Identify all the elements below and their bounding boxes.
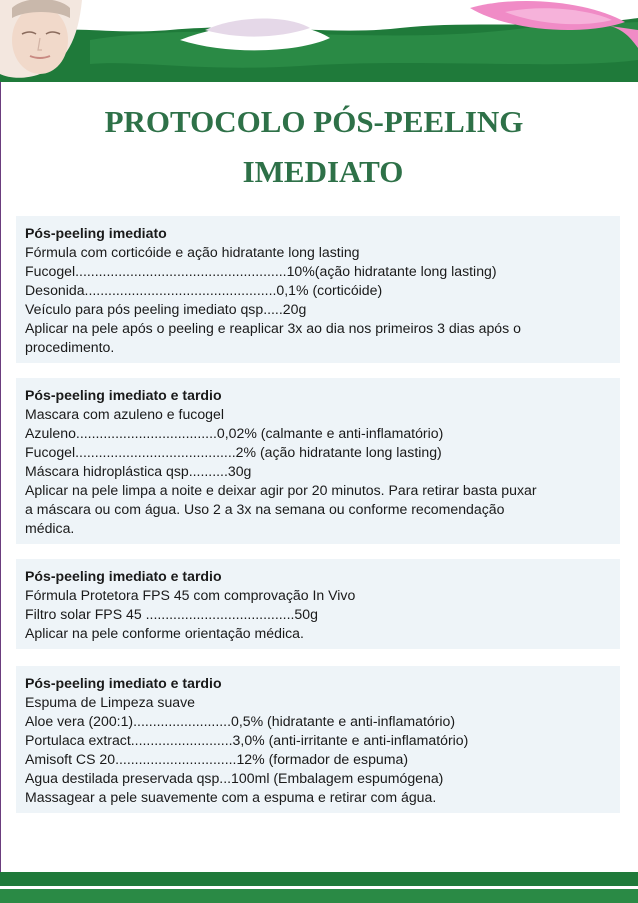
card-heading: Pós-peeling imediato e tardio bbox=[25, 568, 222, 584]
card-heading: Pós-peeling imediato e tardio bbox=[25, 675, 222, 691]
card-line: Filtro solar FPS 45 ......................................50g bbox=[25, 606, 318, 622]
card-line: Espuma de Limpeza suave bbox=[25, 694, 196, 710]
page-title-line-1: PROTOCOLO PÓS-PEELING bbox=[104, 104, 524, 139]
card-heading: Pós-peeling imediato e tardio bbox=[25, 387, 222, 403]
card-line: Desonida.................................................0,1% (corticóide) bbox=[25, 282, 383, 298]
card-line: Aplicar na pele limpa a noite e deixar agir por 20 minutos. Para retirar basta puxar bbox=[25, 482, 537, 498]
card-line: Azuleno....................................0,02% (calmante e anti-inflamatório) bbox=[25, 425, 444, 441]
formula-card-4 bbox=[16, 666, 620, 813]
card-line: Fucogel......................................................10%(ação hidratante long lasting) bbox=[25, 263, 497, 279]
card-line: Massagear a pele suavemente com a espuma e retirar com água. bbox=[25, 789, 437, 805]
card-line: Aplicar na pele após o peeling e reaplicar 3x ao dia nos primeiros 3 dias após o bbox=[25, 320, 521, 336]
page-title bbox=[0, 97, 638, 197]
card-line: Fórmula com corticóide e ação hidratante long lasting bbox=[25, 244, 360, 260]
card-line: Amisoft CS 20...............................12% (formador de espuma) bbox=[25, 751, 409, 767]
formula-card-1 bbox=[16, 216, 620, 363]
page-title-line-2: IMEDIATO bbox=[242, 154, 404, 189]
card-line: Mascara com azuleno e fucogel bbox=[25, 406, 224, 422]
card-line: Veículo para pós peeling imediato qsp.....20g bbox=[25, 301, 307, 317]
card-line: Aloe vera (200:1).........................0,5% (hidratante e anti-inflamatório) bbox=[25, 713, 456, 729]
formula-card-2 bbox=[16, 378, 620, 544]
card-line: a máscara ou com água. Uso 2 a 3x na semana ou conforme recomendação bbox=[25, 501, 505, 517]
card-line: médica. bbox=[25, 520, 75, 536]
card-line: Fórmula Protetora FPS 45 com comprovação In Vivo bbox=[25, 587, 356, 603]
card-line: Agua destilada preservada qsp...100ml (Embalagem espumógena) bbox=[25, 770, 444, 786]
card-line: Portulaca extract..........................3,0% (anti-irritante e anti-inflamatório) bbox=[25, 732, 469, 748]
card-line: Máscara hidroplástica qsp..........30g bbox=[25, 463, 252, 479]
card-line: procedimento. bbox=[25, 339, 115, 355]
card-heading: Pós-peeling imediato bbox=[25, 225, 167, 241]
card-line: Fucogel.........................................2% (ação hidratante long lasting) bbox=[25, 444, 442, 460]
formula-card-3 bbox=[16, 559, 620, 649]
card-line: Aplicar na pele conforme orientação médica. bbox=[25, 625, 304, 641]
footer-banner bbox=[0, 872, 638, 903]
header-banner bbox=[0, 0, 638, 82]
